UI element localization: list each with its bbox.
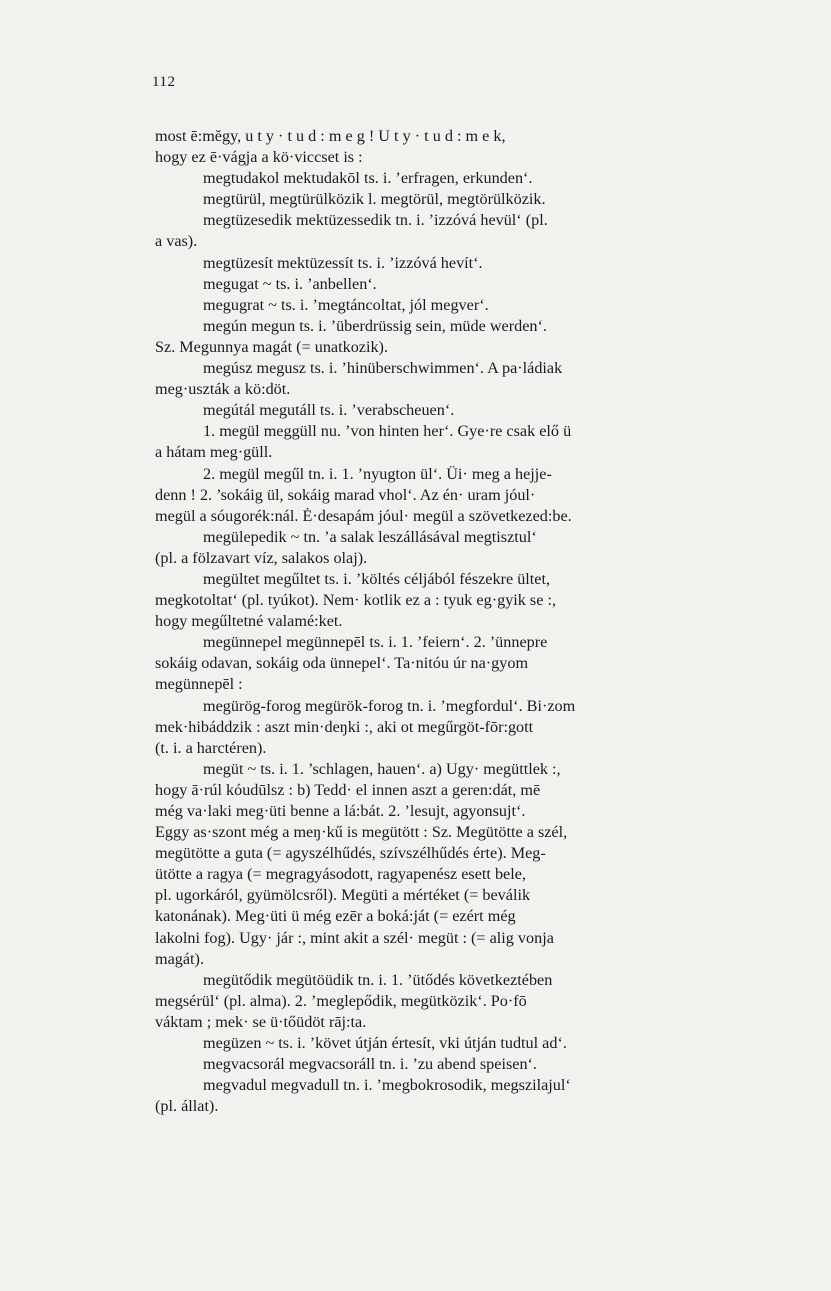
text-line: megüzen ~ ts. i. ’követ útján értesít, vki útján tudtul ad‘. xyxy=(203,1034,567,1053)
text-line: megugrat ~ ts. i. ’megtáncoltat, jól megver‘. xyxy=(203,295,489,314)
text-line: 1. megül meggüll nu. ’von hinten her‘. Gye·re csak elő ü xyxy=(203,422,572,441)
text-line: megkotoltat‘ (pl. tyúkot). Nem· kotlik ez a : tyuk eg·gyik se :, xyxy=(155,591,557,610)
text-line: megtüzesedik mektüzessedik tn. i. ’izzóvá hevül‘ (pl. xyxy=(203,211,548,230)
text-line: hogy megűltetné valamé:ket. xyxy=(155,612,343,631)
text-line: hogy ā·rúl kóudūlsz : b) Tedd· el innen aszt a geren:dát, mē xyxy=(155,780,541,799)
text-line: Sz. Megunnya magát (= unatkozik). xyxy=(155,337,388,356)
text-line: váktam ; mek· se ü·tőüdöt rāj:ta. xyxy=(155,1012,367,1031)
text-line: még va·laki meg·üti benne a lá:bát. 2. ’lesujt, agyonsujt‘. xyxy=(155,802,526,820)
text-line: megugat ~ ts. i. ’anbellen‘. xyxy=(203,274,377,293)
text-line: megütődik megütöüdik tn. i. 1. ’ütődés következtében xyxy=(203,970,553,989)
text-line: 2. megül megűl tn. i. 1. ’nyugton ül‘. Üi· meg a hejje- xyxy=(203,464,552,483)
text-line: megüt ~ ts. i. 1. ’schlagen, hauen‘. a) Ugy· megüttlek :, xyxy=(203,759,561,778)
text-line: megsérül‘ (pl. alma). 2. ’meglepődik, megütközik‘. Po·fō xyxy=(155,991,527,1010)
dictionary-text-block xyxy=(155,126,767,1117)
text-line: lakolni fog). Ugy· jár :, mint akit a szél· megüt : (= alig vonja xyxy=(155,928,554,947)
text-line: denn ! 2. ’sokáig ül, sokáig marad vhol‘. Az én· uram jóul· xyxy=(155,485,536,504)
text-line: pl. ugorkáról, gyümölcsről). Megüti a mértéket (= beválik xyxy=(155,886,531,905)
text-line: megtürül, megtürülközik l. megtörül, megtörülközik. xyxy=(203,190,546,209)
text-line: megútál megutáll ts. i. ’verabscheuen‘. xyxy=(203,401,455,420)
text-line: mek·hibáddzik : aszt min·deŋki :, aki ot megűrgöt-fōr:gott xyxy=(155,717,534,736)
text-line: megún megun ts. i. ’überdrüssig sein, müde werden‘. xyxy=(203,316,547,335)
text-line: magát). xyxy=(155,949,204,968)
text-line: megtüzesít mektüzessít ts. i. ’izzóvá hevít‘. xyxy=(203,253,483,272)
text-line: megtudakol mektudakōl ts. i. ’erfragen, erkunden‘. xyxy=(203,169,533,188)
text-line: megürög-forog megürök-forog tn. i. ’megfordul‘. Bi·zom xyxy=(203,696,576,715)
text-line: megültet megűltet ts. i. ’költés céljából fészekre ültet, xyxy=(203,569,551,588)
text-line: megül a sóugorék:nál. Ė·desapám jóul· megül a szövetkezed:be. xyxy=(155,506,572,525)
text-line: a vas). xyxy=(155,232,198,251)
text-line: megünnepēl : xyxy=(155,675,243,694)
page-number: 112 xyxy=(152,74,176,90)
text-line: megúsz megusz ts. i. ’hinüberschwimmen‘. A pa·ládiak xyxy=(203,359,563,378)
text-line: (pl. állat). xyxy=(155,1097,219,1116)
text-line: megütötte a guta (= agyszélhűdés, szívszélhűdés érte). Meg- xyxy=(155,844,546,863)
text-line: hogy ez ē·vágja a kö·viccset is : xyxy=(155,148,363,167)
text-line: sokáig odavan, sokáig oda ünnepel‘. Ta·nitóu úr na·gyom xyxy=(155,654,529,673)
text-line: ütötte a ragya (= megragyásodott, ragyapenész esett bele, xyxy=(155,865,526,884)
text-line: Eggy as·szont még a meŋ·kű is megütött : Sz. Megütötte a szél, xyxy=(155,823,568,842)
text-line: megvadul megvadull tn. i. ’megbokrosodik, megszilajul‘ xyxy=(203,1076,571,1095)
text-line: a hátam meg·güll. xyxy=(155,443,273,462)
text-line: meg·uszták a kö:döt. xyxy=(155,380,291,399)
text-line: (t. i. a harctéren). xyxy=(155,738,267,757)
text-line: (pl. a fölzavart víz, salakos olaj). xyxy=(155,548,368,567)
text-line: megvacsorál megvacsoráll tn. i. ’zu abend speisen‘. xyxy=(203,1055,537,1074)
text-line: katonának). Meg·üti ü még ezēr a boká:ját (= ezért még xyxy=(155,907,516,926)
text-line: most ē:mĕgy, u t y · t u d : m e g ! U t y · t u d : m e k, xyxy=(155,127,506,145)
text-line: megünnepel megünnepēl ts. i. 1. ’feiern‘. 2. ’ünnepre xyxy=(203,633,548,652)
text-line: megülepedik ~ tn. ’a salak leszállásával megtisztul‘ xyxy=(203,527,537,546)
